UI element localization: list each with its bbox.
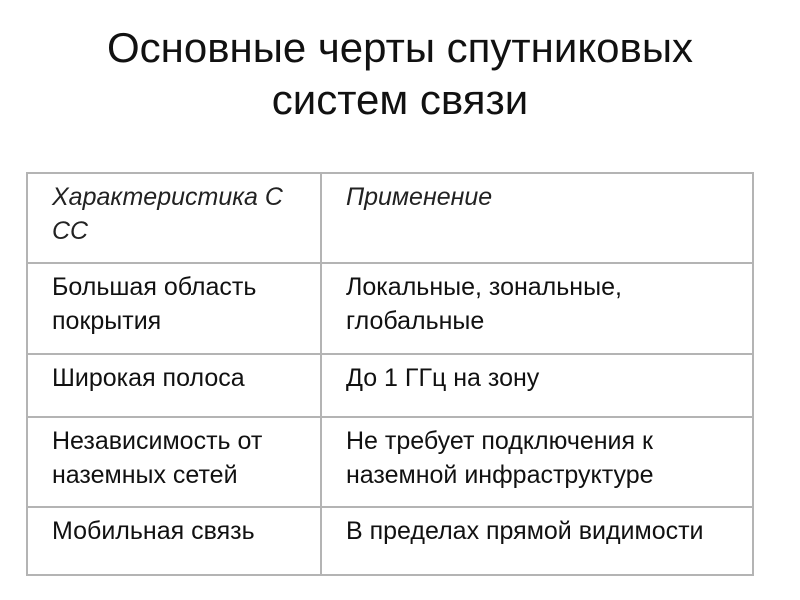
slide-title-line-1: Основные черты спутниковых bbox=[106, 24, 694, 71]
cell-characteristic bbox=[27, 417, 321, 507]
cell-characteristic bbox=[27, 263, 321, 354]
table-row bbox=[27, 417, 753, 507]
cell-characteristic-text: Независимость от наземных сетей bbox=[52, 427, 263, 489]
cell-application-text: До 1 ГГц на зону bbox=[346, 364, 540, 392]
header-application-label: Применение bbox=[346, 183, 493, 211]
slide-title bbox=[0, 22, 800, 126]
header-application bbox=[321, 173, 753, 263]
header-characteristic bbox=[27, 173, 321, 263]
cell-application-text: Не требует подключения к наземной инфраструктуре bbox=[346, 427, 654, 489]
cell-characteristic bbox=[27, 507, 321, 575]
slide-title-line-2: систем связи bbox=[271, 76, 529, 123]
cell-application bbox=[321, 263, 753, 354]
header-characteristic-label: Характеристика ССС bbox=[52, 183, 283, 245]
cell-characteristic-text: Широкая полоса bbox=[52, 364, 245, 392]
cell-application bbox=[321, 354, 753, 417]
table-row bbox=[27, 354, 753, 417]
cell-application bbox=[321, 417, 753, 507]
table-row bbox=[27, 507, 753, 575]
table-header-row bbox=[27, 173, 753, 263]
cell-characteristic-text: Большая область покрытия bbox=[52, 273, 257, 335]
cell-application bbox=[321, 507, 753, 575]
cell-application-text: В пределах прямой видимости bbox=[346, 517, 704, 545]
cell-application-text: Локальные, зональные, глобальные bbox=[346, 273, 622, 335]
table-row bbox=[27, 263, 753, 354]
features-table bbox=[26, 172, 754, 576]
cell-characteristic bbox=[27, 354, 321, 417]
cell-characteristic-text: Мобильная связь bbox=[52, 517, 255, 545]
